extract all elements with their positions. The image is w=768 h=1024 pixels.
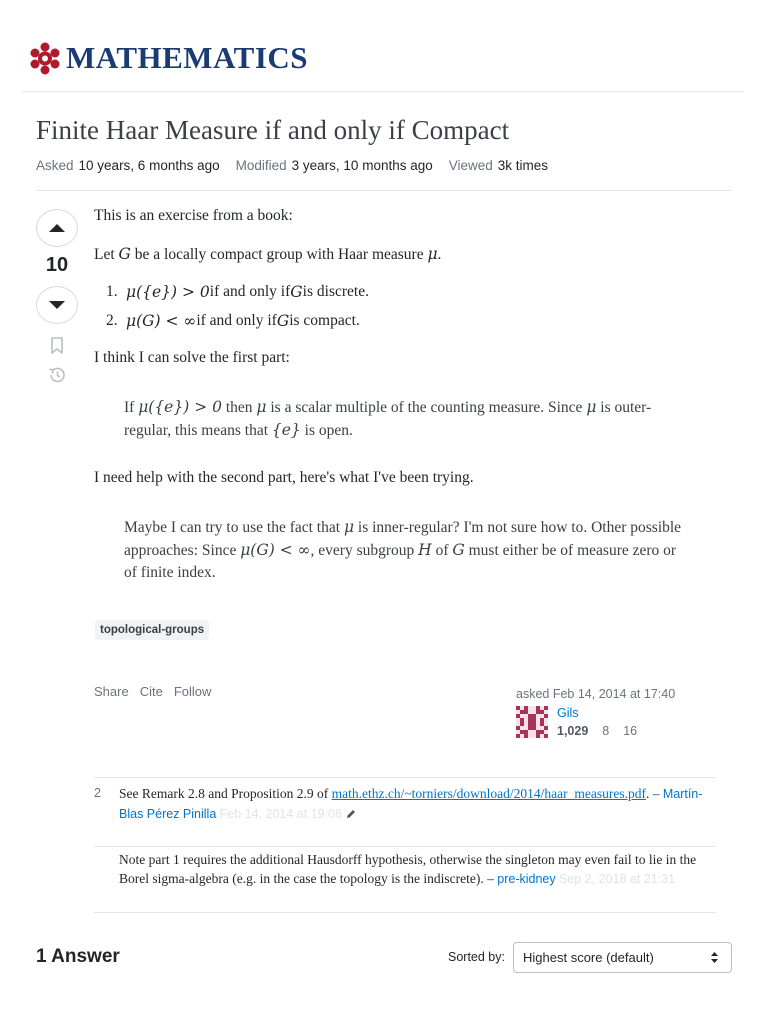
downvote-arrow-icon <box>48 300 66 310</box>
ordered-list <box>106 281 369 339</box>
comment-score: 2 <box>94 786 101 800</box>
site-logo[interactable] <box>30 40 308 76</box>
bookmark-icon <box>50 337 64 355</box>
follow-link[interactable]: Follow <box>173 684 212 699</box>
user-name-link[interactable]: Gils <box>557 706 579 720</box>
comment-user-link[interactable]: Martín-Blas Pérez Pinilla <box>119 787 703 821</box>
upvote-button[interactable] <box>36 209 78 247</box>
select-arrows-icon <box>710 951 719 964</box>
comment-date[interactable]: Sep 2, 2018 at 21:31 <box>559 872 676 886</box>
meta-viewed: Viewed 3k times <box>448 158 549 173</box>
comments-divider <box>94 777 716 778</box>
header-divider <box>22 91 744 92</box>
stackexchange-math-logo-icon <box>30 41 60 75</box>
comment-divider <box>94 912 716 913</box>
sort-select-value: Highest score (default) <box>523 950 654 965</box>
question-title[interactable]: Finite Haar Measure if and only if Compact <box>36 115 510 145</box>
list-item: 2. μ(G) < ∞ if and only if G is compact. <box>106 312 360 330</box>
history-button[interactable] <box>47 365 67 385</box>
identicon-avatar-icon <box>516 706 548 738</box>
cite-link[interactable]: Cite <box>139 684 163 699</box>
body-paragraph: I need help with the second part, here's what I've been trying. <box>94 469 474 486</box>
comment-user-link[interactable]: pre-kidney <box>497 872 556 886</box>
downvote-button[interactable] <box>36 286 78 324</box>
edit-pencil-icon <box>345 808 357 820</box>
question-meta <box>36 158 548 173</box>
body-paragraph: I think I can solve the first part: <box>94 349 290 366</box>
meta-modified[interactable]: Modified 3 years, 10 months ago <box>235 158 433 173</box>
user-stats <box>557 724 637 738</box>
comment-text: Note part 1 requires the additional Hausdorff hypothesis, otherwise the singleton may even fail to lie in the Borel sigma-algebra (e.g. in the case the topology is the indiscrete). – pre-kidney Sep 2, 2018 at 21:31 <box>119 852 697 886</box>
answers-count: 1 Answer <box>36 946 120 967</box>
body-paragraph: This is an exercise from a book: <box>94 207 293 224</box>
sort-select[interactable] <box>513 942 732 973</box>
site-header <box>0 0 768 92</box>
upvote-arrow-icon <box>48 223 66 233</box>
blockquote: If μ({e}) > 0 then μ is a scalar multiple of the counting measure. Since μ is outer-regular, this means that {e} is open. <box>124 398 652 439</box>
history-icon <box>47 365 67 385</box>
comment-divider <box>94 846 716 847</box>
tag-topological-groups[interactable]: topological-groups <box>95 620 209 640</box>
comment-date[interactable]: Feb 14, 2014 at 19:06 <box>219 807 342 821</box>
reputation-score: 1,029 <box>557 724 589 738</box>
silver-badge-count: 8 <box>602 724 610 738</box>
share-link[interactable]: Share <box>94 684 129 699</box>
comment-text: See Remark 2.8 and Proposition 2.9 of math.ethz.ch/~torniers/download/2014/haar_measures.pdf. – Martín-Blas Pérez Pinilla Feb 14, 2014 at 19:06 <box>119 786 703 821</box>
vote-count: 10 <box>45 254 69 276</box>
bronze-badge-count: 16 <box>623 724 638 738</box>
blockquote: Maybe I can try to use the fact that μ is inner-regular? I'm not sure how to. Other possible approaches: Since μ(G) < ∞, every subgroup H of G must either be of measure zero or of finite index. <box>124 518 682 581</box>
meta-divider <box>36 190 732 191</box>
logo-text: MATHEMATICS <box>66 40 309 75</box>
meta-asked: Asked 10 years, 6 months ago <box>36 158 220 173</box>
sort-label: Sorted by: <box>448 950 505 964</box>
comment-link[interactable]: math.ethz.ch/~torniers/download/2014/haar_measures.pdf <box>331 786 646 801</box>
post-actions <box>94 684 211 699</box>
avatar[interactable] <box>516 706 548 738</box>
bookmark-button[interactable] <box>47 336 67 356</box>
body-paragraph: Let G be a locally compact group with Haar measure μ. <box>94 245 442 263</box>
asked-timestamp[interactable]: asked Feb 14, 2014 at 17:40 <box>516 687 676 701</box>
list-item: 1. μ({e}) > 0 if and only if G is discrete. <box>106 283 369 301</box>
